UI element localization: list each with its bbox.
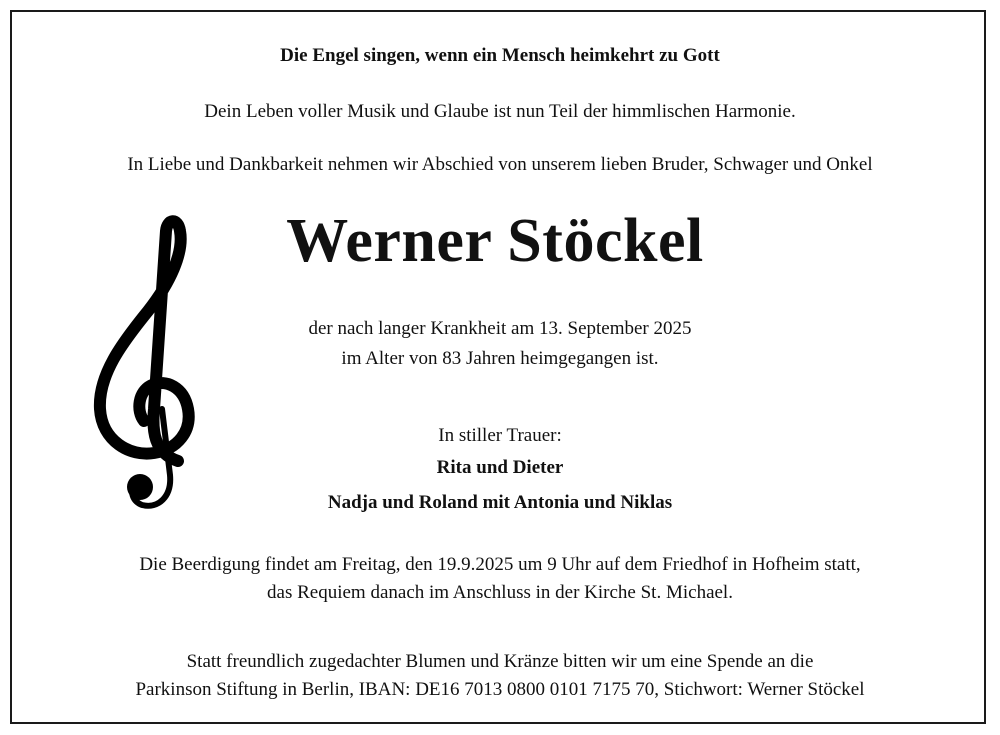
deceased-name: Werner Stöckel (286, 207, 704, 275)
mourning-label: In stiller Trauer: (438, 425, 562, 446)
tribute-line: Dein Leben voller Musik und Glaube ist nun Teil der himmlischen Harmonie. (204, 101, 796, 122)
farewell-line: In Liebe und Dankbarkeit nehmen wir Abschied von unserem lieben Bruder, Schwager und Onkel (127, 154, 873, 175)
funeral-info-line-1: Die Beerdigung findet am Freitag, den 19.9.2025 um 9 Uhr auf dem Friedhof in Hofheim statt, (139, 554, 861, 575)
funeral-info-line-2: das Requiem danach im Anschluss in der Kirche St. Michael. (267, 582, 733, 603)
donation-line-2: Parkinson Stiftung in Berlin, IBAN: DE16 7013 0800 0101 7175 70, Stichwort: Werner Stöckel (135, 679, 865, 700)
mourner-1: Rita und Dieter (436, 457, 564, 478)
motto: Die Engel singen, wenn ein Mensch heimkehrt zu Gott (280, 45, 720, 66)
death-info-line-2: im Alter von 83 Jahren heimgegangen ist. (341, 348, 659, 369)
mourner-2: Nadja und Roland mit Antonia und Niklas (327, 492, 673, 513)
death-info-line-1: der nach langer Krankheit am 13. September 2025 (308, 318, 692, 339)
donation-line-1: Statt freundlich zugedachter Blumen und Kränze bitten wir um eine Spende an die (186, 651, 814, 672)
